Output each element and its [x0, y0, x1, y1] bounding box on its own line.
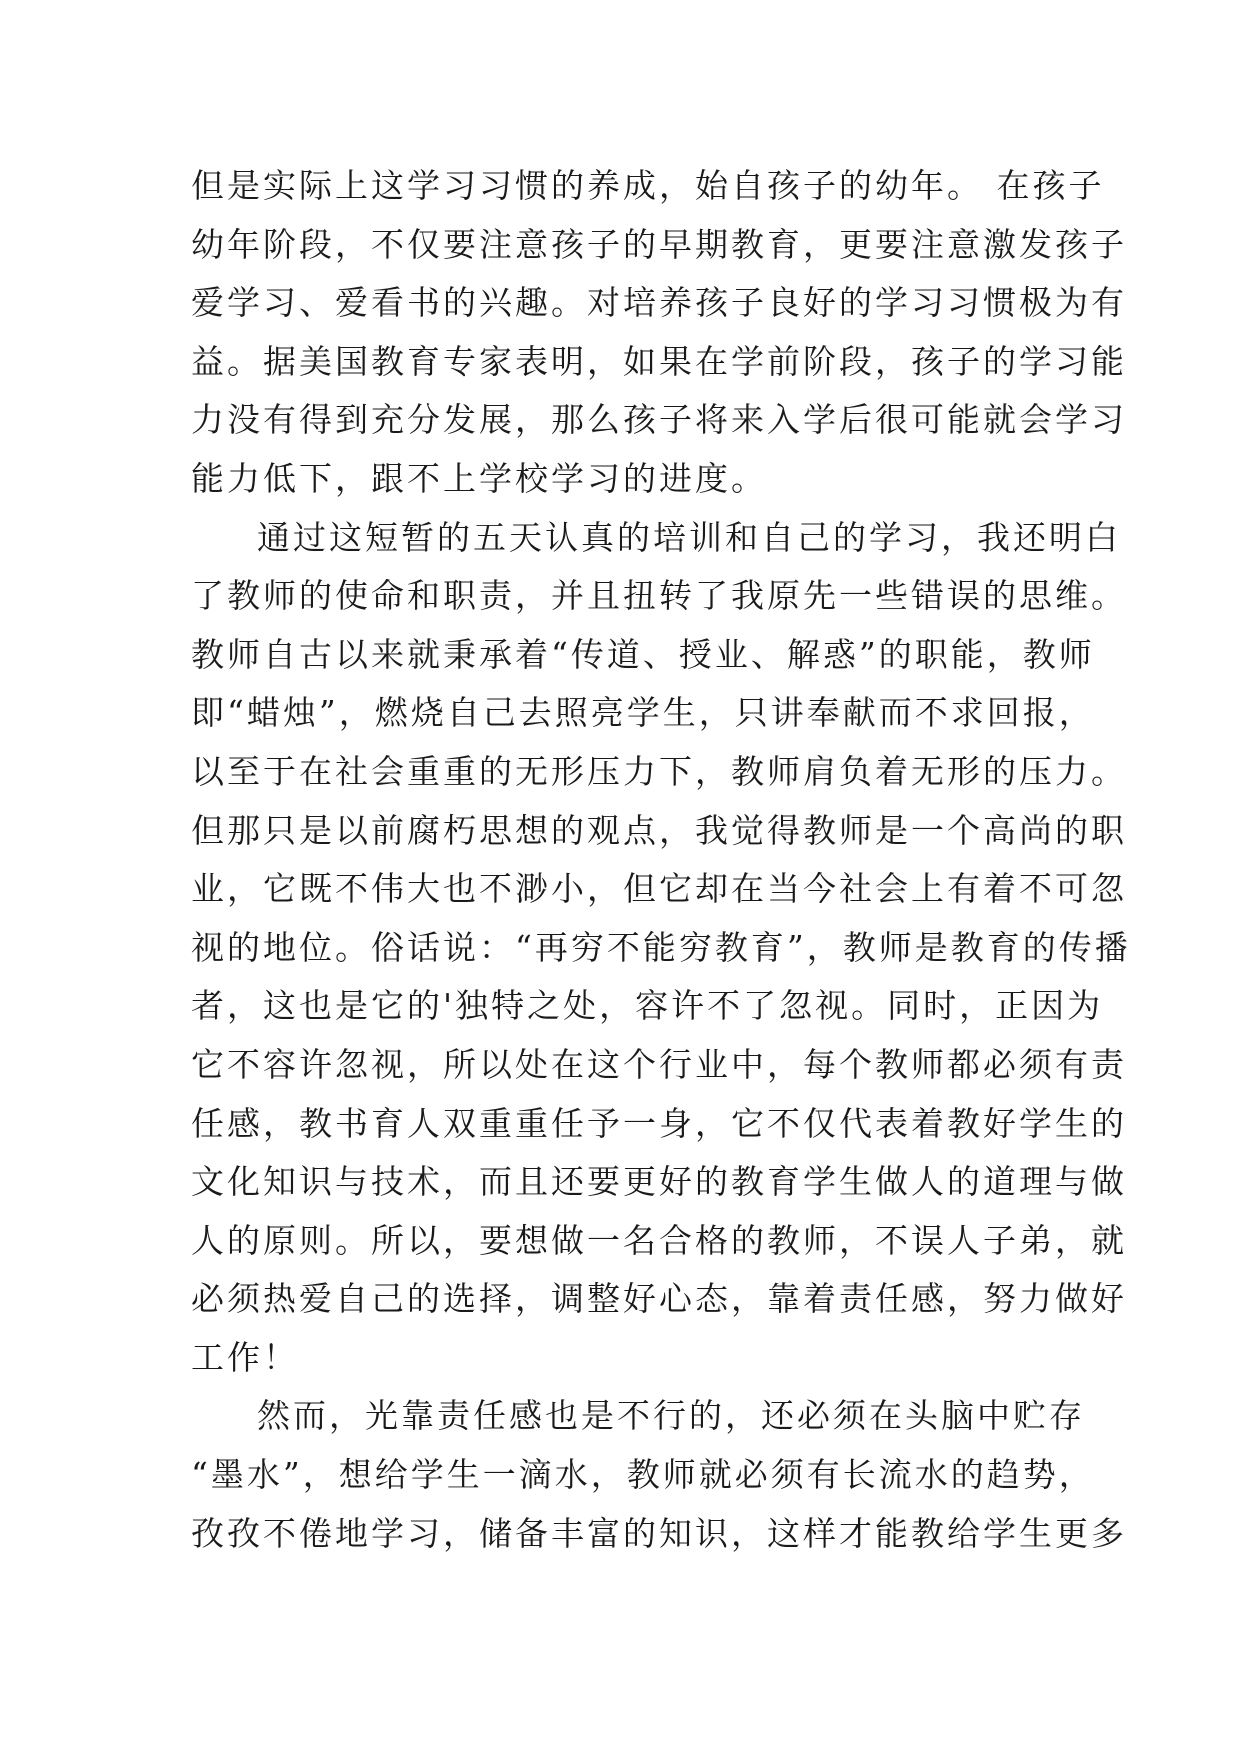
text-line: 视的地位。俗话说：“再穷不能穷教育”，教师是教育的传播 — [191, 927, 1131, 967]
text-line: 但那只是以前腐朽思想的观点，我觉得教师是一个高尚的职 — [191, 810, 1127, 850]
text-line: 能力低下，跟不上学校学习的进度。 — [191, 458, 767, 498]
text-line: 幼年阶段，不仅要注意孩子的早期教育，更要注意激发孩子 — [191, 224, 1127, 264]
body-text — [191, 157, 1131, 1563]
text-line: 但是实际上这学习习惯的养成，始自孩子的幼年。 在孩子 — [191, 166, 1105, 205]
text-line: 必须热爱自己的选择，调整好心态，靠着责任感，努力做好 — [191, 1279, 1127, 1319]
text-line: 益。据美国教育专家表明，如果在学前阶段，孩子的学习能 — [191, 341, 1127, 381]
text-line: 人的原则。所以，要想做一名合格的教师，不误人子弟，就 — [191, 1220, 1127, 1260]
text-line: 了教师的使命和职责，并且扭转了我原先一些错误的思维。 — [191, 576, 1127, 616]
paragraph-first-line: 通过这短暂的五天认真的培训和自己的学习，我还明白 — [257, 517, 1121, 557]
paragraph-first-line: 然而，光靠责任感也是不行的，还必须在头脑中贮存 — [257, 1396, 1085, 1436]
text-line: 孜孜不倦地学习，储备丰富的知识，这样才能教给学生更多 — [191, 1513, 1127, 1553]
text-line: 即“蜡烛”，燃烧自己去照亮学生，只讲奉献而不求回报， — [191, 693, 1095, 733]
text-line: 爱学习、爱看书的兴趣。对培养孩子良好的学习习惯极为有 — [191, 283, 1127, 323]
text-line: 它不容许忽视，所以处在这个行业中，每个教师都必须有责 — [191, 1044, 1127, 1084]
text-line: “墨水”，想给学生一滴水，教师就必须有长流水的趋势， — [191, 1455, 1095, 1495]
text-line: 业，它既不伟大也不渺小，但它却在当今社会上有着不可忽 — [191, 869, 1127, 909]
text-line: 教师自古以来就秉承着“传道、授业、解惑”的职能，教师 — [191, 634, 1095, 674]
text-line: 文化知识与技术，而且还要更好的教育学生做人的道理与做 — [191, 1162, 1127, 1202]
text-line: 任感，教书育人双重重任予一身，它不仅代表着教好学生的 — [191, 1103, 1127, 1143]
text-line: 工作！ — [191, 1337, 299, 1377]
text-line: 以至于在社会重重的无形压力下，教师肩负着无形的压力。 — [191, 751, 1127, 791]
text-line: 者，这也是它的'独特之处，容许不了忽视。同时，正因为 — [191, 986, 1104, 1026]
text-line: 力没有得到充分发展，那么孩子将来入学后很可能就会学习 — [191, 400, 1127, 440]
